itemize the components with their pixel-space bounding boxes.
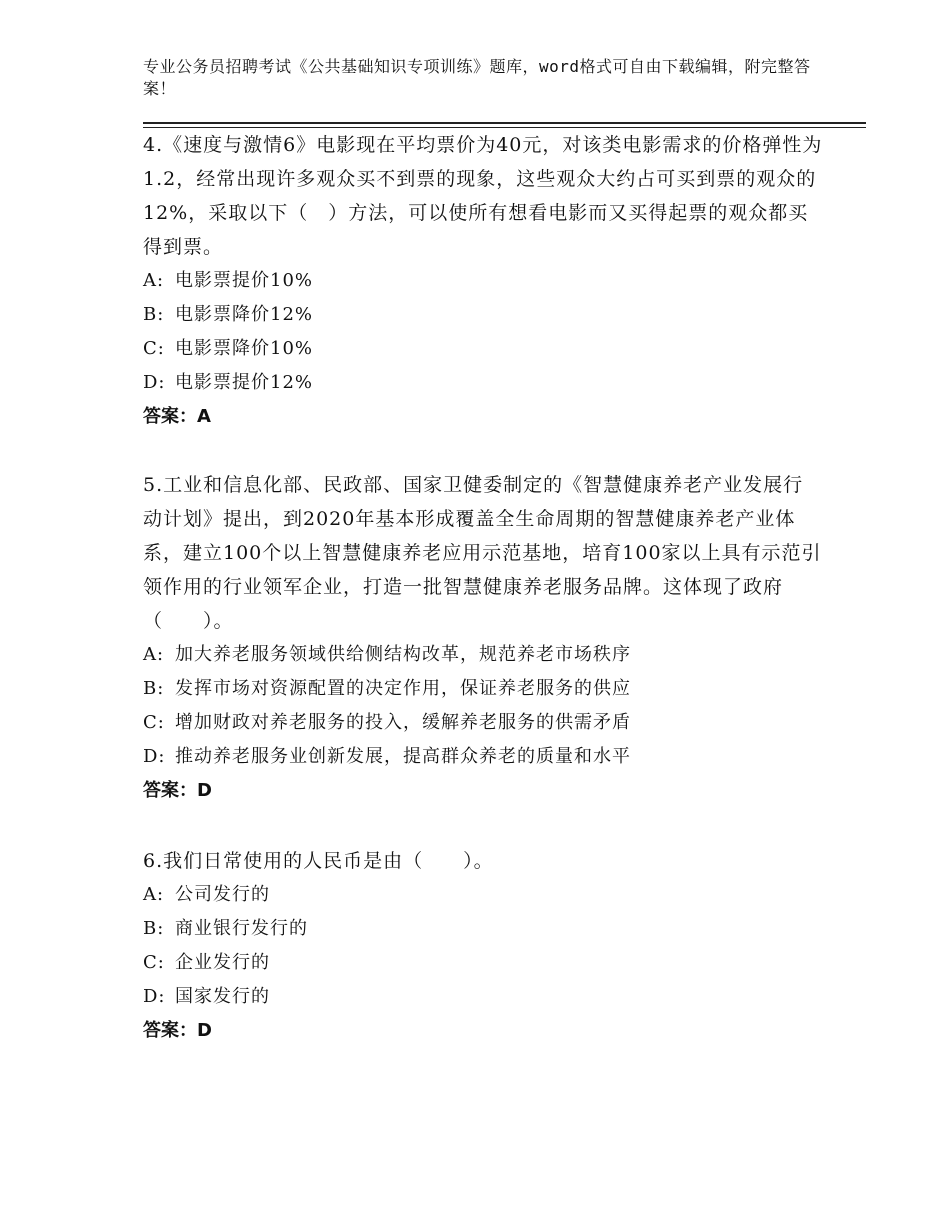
option-text: 发挥市场对资源配置的决定作用，保证养老服务的供应 xyxy=(175,678,631,699)
question-6 xyxy=(143,844,823,1048)
option-d xyxy=(143,980,823,1014)
option-text: 商业银行发行的 xyxy=(175,918,308,939)
question-5 xyxy=(143,468,823,808)
option-b xyxy=(143,298,823,332)
option-a xyxy=(143,638,823,672)
option-key: D: xyxy=(143,746,166,767)
option-c xyxy=(143,946,823,980)
option-key: B: xyxy=(143,918,165,939)
option-text: 企业发行的 xyxy=(175,952,270,973)
option-c xyxy=(143,332,823,366)
option-key: C: xyxy=(143,952,165,973)
option-key: D: xyxy=(143,986,166,1007)
question-stem: 5.工业和信息化部、民政部、国家卫健委制定的《智慧健康养老产业发展行动计划》提出，到2020年基本形成覆盖全生命周期的智慧健康养老产业体系，建立100个以上智慧健康养老应用示范基地，培育100家以上具有示范引领作用的行业领军企业，打造一批智慧健康养老服务品牌。这体现了政府（ ）。 xyxy=(143,474,822,632)
option-d xyxy=(143,366,823,400)
option-text: 电影票提价10% xyxy=(175,270,314,291)
option-a xyxy=(143,264,823,298)
option-text: 电影票降价12% xyxy=(175,304,314,325)
answer-label: 答案：D xyxy=(143,1020,212,1041)
answer-label: 答案：D xyxy=(143,780,212,801)
option-b xyxy=(143,672,823,706)
option-key: C: xyxy=(143,338,165,359)
option-text: 电影票提价12% xyxy=(175,372,314,393)
option-key: D: xyxy=(143,372,166,393)
option-text: 加大养老服务领域供给侧结构改革，规范养老市场秩序 xyxy=(175,644,631,665)
option-c xyxy=(143,706,823,740)
question-4 xyxy=(143,128,823,434)
document-header: 专业公务员招聘考试《公共基础知识专项训练》题库，word格式可自由下载编辑，附完整答案！ xyxy=(143,57,811,98)
option-key: A: xyxy=(143,884,165,905)
option-text: 电影票降价10% xyxy=(175,338,314,359)
question-stem: 4.《速度与激情6》电影现在平均票价为40元，对该类电影需求的价格弹性为1.2，经常出现许多观众买不到票的现象，这些观众大约占可买到票的观众的12%，采取以下（ ）方法，可以使所有想看电影而又买得起票的观众都买得到票。 xyxy=(143,134,823,258)
answer-label: 答案：A xyxy=(143,406,211,427)
option-b xyxy=(143,912,823,946)
option-a xyxy=(143,878,823,912)
option-text: 增加财政对养老服务的投入，缓解养老服务的供需矛盾 xyxy=(175,712,631,733)
option-key: A: xyxy=(143,270,165,291)
option-key: A: xyxy=(143,644,165,665)
option-text: 国家发行的 xyxy=(175,986,270,1007)
option-key: B: xyxy=(143,678,165,699)
option-key: C: xyxy=(143,712,165,733)
question-stem: 6.我们日常使用的人民币是由（ ）。 xyxy=(143,850,494,872)
header-divider-thick xyxy=(143,122,866,124)
option-text: 推动养老服务业创新发展，提高群众养老的质量和水平 xyxy=(175,746,631,767)
option-d xyxy=(143,740,823,774)
option-text: 公司发行的 xyxy=(175,884,270,905)
option-key: B: xyxy=(143,304,165,325)
